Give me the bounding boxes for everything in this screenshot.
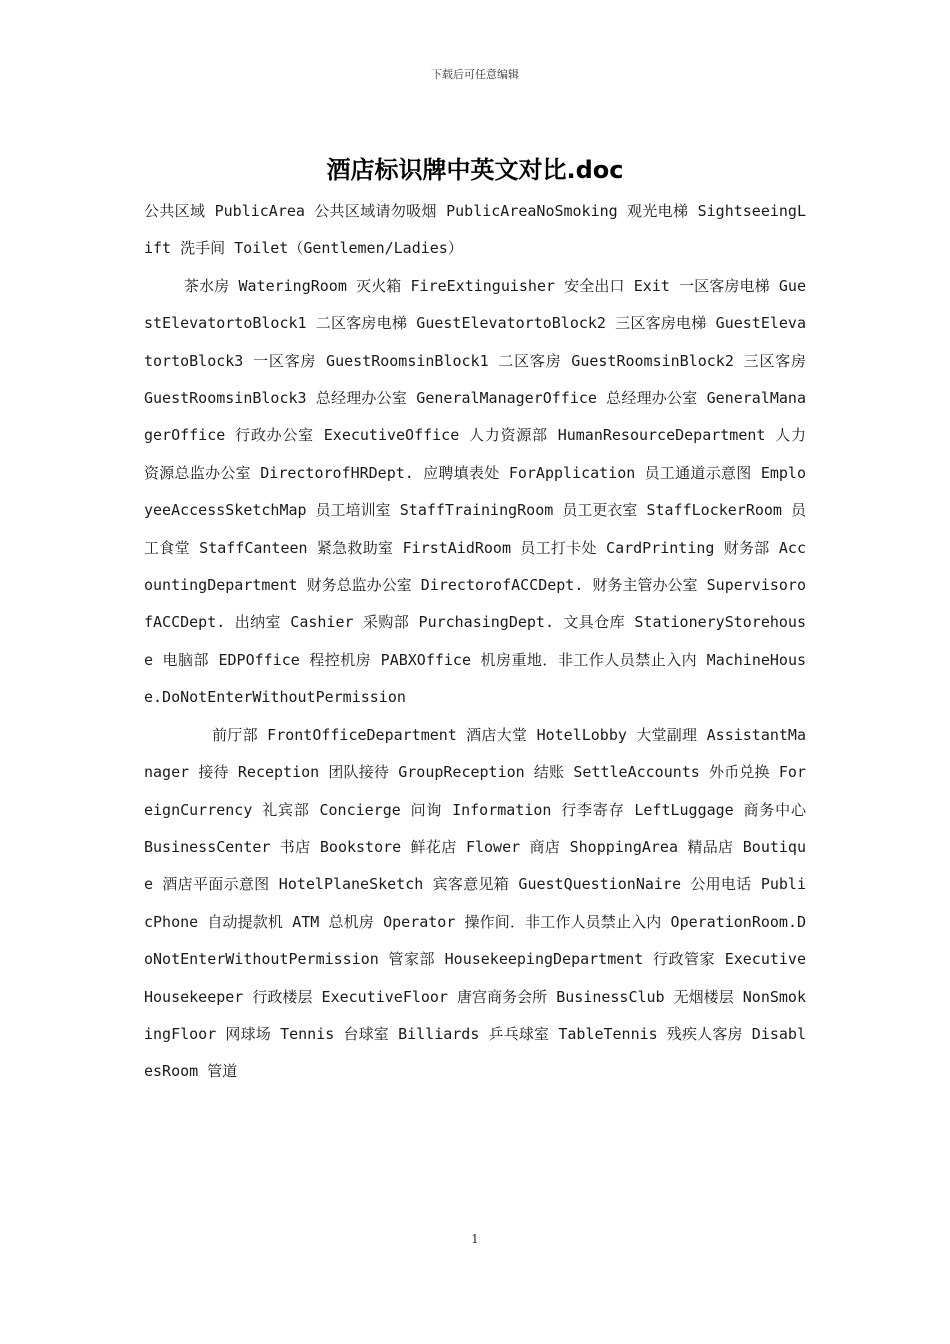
- body-paragraph-public-areas: 公共区域 PublicArea 公共区域请勿吸烟 PublicAreaNoSmoking 观光电梯 SightseeingLift 洗手间 Toilet（Gentlemen/Ladies）: [144, 202, 806, 258]
- page-number: 1: [471, 1232, 479, 1246]
- body-paragraph-service-offices: 茶水房 WateringRoom 灭火箱 FireExtinguisher 安全出口 Exit 一区客房电梯 GuestElevatortoBlock1 二区客房电梯 GuestElevatortoBlock2 三区客房电梯 GuestElevatortoBlock3 一区客房 GuestRoomsinBlock1 二区客房 GuestRoomsinBlock2 三区客房 GuestRoomsinBlock3 总经理办公室 GeneralManagerOffice 总经理办公室 GeneralManagerOffice 行政办公室 ExecutiveOffice 人力资源部 HumanResourceDepartment 人力资源总监办公室 DirectorofHRDept. 应聘填表处 ForApplication 员工通道示意图 EmployeeAccessSketchMap 员工培训室 StaffTrainingRoom 员工更衣室 StaffLockerRoom 员工食堂 StaffCanteen 紧急救助室 FirstAidRoom 员工打卡处 CardPrinting 财务部 AccountingDepartment 财务总监办公室 DirectorofACCDept. 财务主管办公室 SupervisorofACCDept. 出纳室 Cashier 采购部 PurchasingDept. 文具仓库 StationeryStorehouse 电脑部 EDPOffice 程控机房 PABXOffice 机房重地．非工作人员禁止入内 MachineHouse.DoNotEnterWithoutPermission: [144, 276, 806, 707]
- document-body: [144, 193, 806, 1091]
- body-paragraph-front-office: 前厅部 FrontOfficeDepartment 酒店大堂 HotelLobby 大堂副理 AssistantManager 接待 Reception 团队接待 GroupReception 结账 SettleAccounts 外币兑换 ForeignCurrency 礼宾部 Concierge 问询 Information 行李寄存 LeftLuggage 商务中心 BusinessCenter 书店 Bookstore 鲜花店 Flower 商店 ShoppingArea 精品店 Boutique 酒店平面示意图 HotelPlaneSketch 宾客意见箱 GuestQuestionNaire 公用电话 PublicPhone 自动提款机 ATM 总机房 Operator 操作间．非工作人员禁止入内 OperationRoom.DoNotEnterWithoutPermission 管家部 HousekeepingDepartment 行政管家 ExecutiveHousekeeper 行政楼层 ExecutiveFloor 唐宫商务会所 BusinessClub 无烟楼层 NonSmokingFloor 网球场 Tennis 台球室 Billiards 乒乓球室 TableTennis 残疾人客房 DisablesRoom 管道: [144, 725, 806, 1081]
- page-header-note: 下载后可任意编辑: [431, 68, 519, 81]
- document-title: 酒店标识牌中英文对比.doc: [326, 156, 624, 184]
